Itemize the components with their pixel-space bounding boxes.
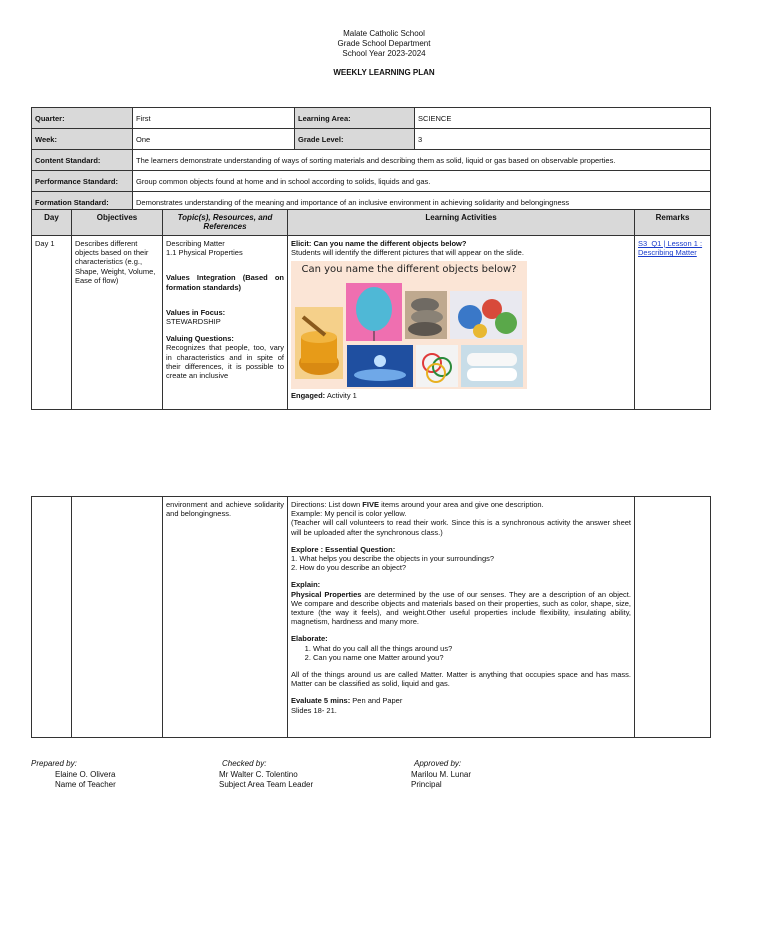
remarks-cell-continued bbox=[635, 497, 711, 738]
department-name: Grade School Department bbox=[337, 39, 431, 48]
elaborate-label: Elaborate: bbox=[291, 634, 328, 644]
directions-text: Directions: List down bbox=[291, 500, 361, 509]
objective-cell: Describes different objects based on their characteristics (e.g., Shape, Weight, Volume, Ease of flow) bbox=[72, 236, 163, 410]
formation-standard-label: Formation Standard: bbox=[32, 192, 133, 213]
checked-role: Subject Area Team Leader bbox=[219, 780, 314, 789]
formation-standard-value: Demonstrates understanding of the meaning and importance of an inclusive environment in achieving solidarity and belongingness bbox=[133, 192, 711, 213]
plan-table-continued bbox=[31, 496, 711, 738]
content-standard-label: Content Standard: bbox=[32, 150, 133, 171]
explain-label: Explain: bbox=[291, 580, 321, 590]
approved-role: Principal bbox=[411, 780, 442, 789]
document-title: WEEKLY LEARNING PLAN bbox=[333, 68, 435, 77]
elicit-text: Students will identify the different pictures that will appear on the slide. bbox=[291, 248, 524, 258]
valuing-questions-text-end: and belongingness. bbox=[166, 509, 232, 519]
engaged-label: Engaged: bbox=[291, 391, 326, 401]
prepared-by-block bbox=[31, 759, 116, 791]
evaluate-text: Pen and Paper bbox=[352, 696, 403, 706]
week-value: One bbox=[133, 129, 295, 150]
slide-title: Can you name the different objects below? bbox=[301, 264, 517, 276]
explore-question-1: 1. What helps you describe the objects in your surroundings? bbox=[291, 554, 495, 564]
values-focus-value: STEWARDSHIP bbox=[166, 317, 221, 327]
approved-label: Approved by: bbox=[414, 759, 462, 768]
water-drop-picture bbox=[347, 345, 413, 387]
school-name: Malate Catholic School bbox=[343, 29, 425, 38]
objective-cell-continued bbox=[72, 497, 163, 738]
honey-picture bbox=[295, 307, 343, 379]
approved-by-block bbox=[411, 759, 471, 791]
explain-text: are determined by the use of our senses. They are a description of an object. We compare and describe objects and materials based on their properties, such as color, shape, size, texture (the way it feels), and weight.Other useful properties include flexibility, insulating ability, magnetism, hardness and many more. bbox=[291, 589, 631, 627]
day-cell: Day 1 bbox=[32, 236, 72, 410]
topics-cell bbox=[163, 236, 288, 410]
balloon-picture bbox=[346, 283, 402, 341]
evaluate-label: Evaluate 5 mins: bbox=[291, 696, 351, 706]
list-item: 1. What do you call all the things around us? bbox=[313, 644, 631, 653]
values-integration: Values Integration (Based on formation standards) bbox=[166, 273, 284, 292]
activities-cell bbox=[288, 236, 635, 410]
checked-by-block bbox=[219, 759, 313, 791]
day-header: Day bbox=[32, 210, 72, 236]
objectives-header: Objectives bbox=[72, 210, 163, 236]
prepared-label: Prepared by: bbox=[31, 759, 77, 768]
pillows-picture bbox=[461, 345, 523, 387]
elicit-label: Elicit: Can you name the different objects below? bbox=[291, 239, 467, 248]
learning-area-value: SCIENCE bbox=[415, 108, 711, 129]
explore-label: Explore : Essential Question: bbox=[291, 544, 396, 554]
plan-table bbox=[31, 209, 711, 410]
marbles-picture bbox=[450, 291, 522, 339]
grade-level-value: 3 bbox=[415, 129, 711, 150]
stones-picture bbox=[405, 291, 447, 339]
learning-area-label: Learning Area: bbox=[295, 108, 415, 129]
teacher-note: (Teacher will call volunteers to read their work. Since this is a synchronous activity the answer sheet will be uploaded after the synchronous class.) bbox=[291, 518, 631, 537]
matter-text: All of the things around us are called Matter. Matter is anything that occupies space and has mass. Matter can be classified as solid, liquid and gas. bbox=[291, 670, 631, 689]
performance-standard-value: Group common objects found at home and in school according to solids, liquids and gas. bbox=[133, 171, 711, 192]
activities-header: Learning Activities bbox=[288, 210, 635, 236]
remarks-header: Remarks bbox=[635, 210, 711, 236]
explain-bold: Physical Properties bbox=[291, 589, 362, 599]
day-cell-continued bbox=[32, 497, 72, 738]
explore-question-2: 2. How do you describe an object? bbox=[291, 563, 407, 573]
topic-subtitle: 1.1 Physical Properties bbox=[166, 248, 243, 258]
elaborate-list bbox=[291, 644, 631, 662]
school-year: School Year 2023-2024 bbox=[342, 49, 426, 58]
checked-name: Mr Walter C. Tolentino bbox=[219, 769, 298, 779]
directions-rest: items around your area and give one description. bbox=[381, 500, 544, 509]
list-item: 2. Can you name one Matter around you? bbox=[313, 653, 631, 662]
info-table bbox=[31, 107, 711, 213]
checked-label: Checked by: bbox=[222, 759, 267, 768]
valuing-questions-text: Recognizes that people, too, vary in characteristics and in spite of their differences, it is possible to create an inclusive bbox=[166, 343, 284, 381]
grade-level-label: Grade Level: bbox=[295, 129, 415, 150]
topics-cell-continued bbox=[163, 497, 288, 738]
prepared-name: Elaine O. Olivera bbox=[55, 769, 116, 779]
topics-header: Topic(s), Resources, and References bbox=[163, 210, 288, 236]
rubber-bands-picture bbox=[416, 345, 458, 387]
week-label: Week: bbox=[32, 129, 133, 150]
performance-standard-label: Performance Standard: bbox=[32, 171, 133, 192]
prepared-role: Name of Teacher bbox=[55, 780, 116, 789]
content-standard-value: The learners demonstrate understanding of ways of sorting materials and describing them as solid, liquid or gas based on observable properties. bbox=[133, 150, 711, 171]
valuing-questions-text-cont: environment and achieve solidarity bbox=[166, 500, 284, 509]
engaged-text: Activity 1 bbox=[326, 391, 357, 401]
lesson-link[interactable]: S3_Q1 | Lesson 1 : Describing Matter bbox=[638, 239, 703, 258]
values-focus-label: Values in Focus: bbox=[166, 307, 226, 317]
topic-title: Describing Matter bbox=[166, 239, 225, 248]
activities-cell-continued bbox=[288, 497, 635, 738]
quarter-value: First bbox=[133, 108, 295, 129]
slides-text: Slides 18- 21. bbox=[291, 705, 337, 715]
quarter-label: Quarter: bbox=[32, 108, 133, 129]
example-text: Example: My pencil is color yellow. bbox=[291, 509, 407, 519]
approved-name: Marilou M. Lunar bbox=[411, 769, 472, 779]
remarks-cell bbox=[635, 236, 711, 410]
directions-bold: FIVE bbox=[362, 500, 379, 509]
valuing-questions-label: Valuing Questions: bbox=[166, 334, 234, 344]
document-header bbox=[0, 29, 768, 78]
activity-slide-image bbox=[291, 261, 527, 389]
